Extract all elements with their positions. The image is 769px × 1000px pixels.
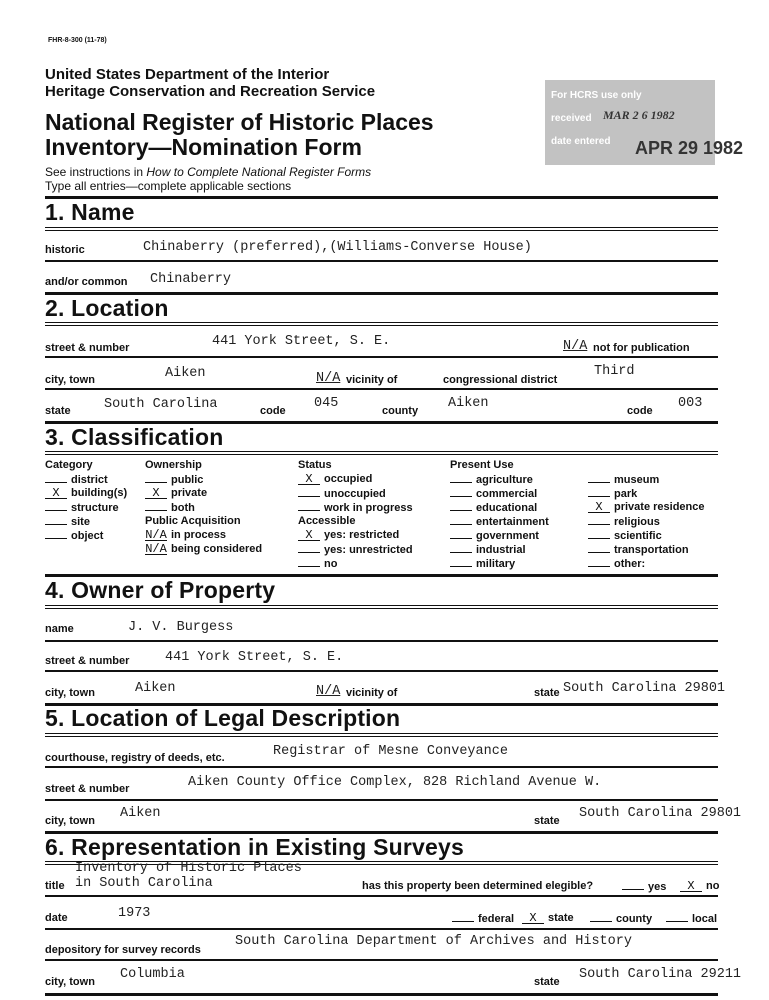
rule: [45, 733, 718, 734]
rule: [45, 388, 718, 390]
depository-state-label: state: [534, 976, 560, 988]
rule: [45, 608, 718, 609]
acquisition-in-process[interactable]: [145, 529, 226, 541]
legal-state-value[interactable]: South Carolina 29801: [579, 806, 742, 821]
eligible-yes-mark: [622, 880, 644, 890]
rule: [45, 670, 718, 672]
category-buildings[interactable]: [45, 487, 127, 499]
ownership-mark: [145, 501, 167, 511]
acquisition-mark: N/A: [145, 528, 167, 542]
instructions-prefix: See instructions in: [45, 165, 147, 179]
acquisition-title: Public Acquisition: [145, 515, 241, 527]
state-code[interactable]: 045: [314, 396, 339, 411]
legal-city-value[interactable]: Aiken: [120, 806, 161, 821]
state-label: state: [45, 405, 71, 417]
eligible-no[interactable]: [680, 880, 719, 892]
courthouse-value[interactable]: Registrar of Mesne Conveyance: [273, 744, 508, 759]
acquisition-mark: N/A: [145, 542, 167, 556]
category-label: object: [71, 530, 104, 542]
eligible-no-mark: X: [680, 882, 702, 892]
vicinity-label: vicinity of: [346, 374, 398, 386]
use-label: educational: [476, 502, 538, 514]
hcrs-stamp: [545, 80, 744, 165]
owner-city-value[interactable]: Aiken: [135, 681, 176, 696]
stamp-received-label: received: [551, 113, 592, 124]
owner-vicinity-label: vicinity of: [346, 687, 398, 699]
accessible-restricted[interactable]: [298, 529, 399, 541]
use-mark: [588, 487, 610, 497]
rule: [45, 766, 718, 768]
stamp-received-value: MAR 2 6 1982: [603, 108, 675, 122]
ownership-mark: [145, 473, 167, 483]
form-title-line-1: National Register of Historic Places: [45, 109, 434, 135]
county-label: county: [382, 405, 419, 417]
category-district[interactable]: [45, 473, 108, 486]
instructions-italic: How to Complete National Register Forms: [146, 165, 372, 179]
use-mark: [588, 557, 610, 567]
use-label: museum: [614, 474, 660, 486]
district-label: congressional district: [443, 374, 558, 386]
category-label: building(s): [71, 487, 128, 499]
accessible-title: Accessible: [298, 515, 356, 527]
use-religious[interactable]: [588, 515, 660, 528]
historic-value[interactable]: Chinaberry (preferred),(Williams-Converse House): [143, 240, 532, 255]
level-label: county: [616, 913, 653, 925]
rule: [45, 325, 718, 326]
county-value[interactable]: Aiken: [448, 396, 489, 411]
common-value[interactable]: Chinaberry: [150, 272, 232, 287]
category-structure[interactable]: [45, 501, 119, 514]
rule: [45, 451, 718, 452]
owner-name-label: name: [45, 623, 74, 635]
category-mark: [45, 529, 67, 539]
vicinity-mark[interactable]: N/A: [316, 371, 341, 386]
use-mark: [450, 487, 472, 497]
rule: [45, 895, 718, 897]
use-government[interactable]: [450, 529, 539, 542]
rule: [45, 454, 718, 455]
survey-title-value-1[interactable]: Inventory of Historic Places: [75, 861, 302, 876]
present-use-title: Present Use: [450, 459, 514, 471]
status-mark: X: [298, 475, 320, 485]
rule: [45, 322, 718, 323]
survey-title-label: title: [45, 880, 65, 892]
level-mark: X: [522, 914, 544, 924]
status-mark: [298, 487, 320, 497]
use-educational[interactable]: [450, 501, 537, 514]
acquisition-label: being considered: [171, 543, 263, 555]
use-mark: [450, 557, 472, 567]
category-mark: X: [45, 489, 67, 499]
depository-city-label: city, town: [45, 976, 95, 988]
level-mark: [590, 912, 612, 922]
form-title-line-2: Inventory—Nomination Form: [45, 134, 362, 160]
historic-label: historic: [45, 244, 85, 256]
use-label: scientific: [614, 530, 662, 542]
owner-vicinity-mark[interactable]: N/A: [316, 684, 341, 699]
rule: [45, 799, 718, 801]
eligible-label: has this property been determined elegible?: [362, 880, 594, 892]
status-mark: [298, 501, 320, 511]
rule: [45, 196, 718, 199]
depository-value[interactable]: South Carolina Department of Archives and History: [235, 934, 632, 949]
code-label: code: [260, 405, 286, 417]
use-other[interactable]: [588, 557, 645, 570]
agency-line-1: United States Department of the Interior: [45, 66, 330, 83]
rule: [45, 356, 718, 358]
owner-state-value[interactable]: South Carolina 29801: [563, 681, 726, 696]
survey-date-value[interactable]: 1973: [118, 906, 151, 921]
use-mark: [588, 529, 610, 539]
use-museum[interactable]: [588, 473, 659, 486]
section-4-heading: 4. Owner of Property: [45, 577, 276, 603]
accessible-mark: X: [298, 531, 320, 541]
rule: [45, 260, 718, 262]
use-mark: [588, 543, 610, 553]
use-industrial[interactable]: [450, 543, 526, 556]
city-value[interactable]: Aiken: [165, 366, 206, 381]
stamp-entered-label: date entered: [551, 136, 611, 147]
legal-city-label: city, town: [45, 815, 95, 827]
county-code[interactable]: 003: [678, 396, 703, 411]
use-mark: [450, 515, 472, 525]
use-label: industrial: [476, 544, 526, 556]
ownership-label: public: [171, 474, 204, 486]
accessible-label: yes: unrestricted: [324, 544, 413, 556]
owner-street-value[interactable]: 441 York Street, S. E.: [165, 650, 344, 665]
use-mark: [450, 501, 472, 511]
use-label: entertainment: [476, 516, 549, 528]
stamp-use-only: For HCRS use only: [551, 90, 642, 101]
use-label: government: [476, 530, 539, 542]
legal-state-label: state: [534, 815, 560, 827]
level-state[interactable]: [522, 912, 574, 924]
use-label: agriculture: [476, 474, 533, 486]
use-military[interactable]: [450, 557, 515, 570]
rule: [45, 227, 718, 228]
use-private-residence[interactable]: [588, 501, 705, 513]
nfp-label: not for publication: [593, 342, 690, 354]
rule: [45, 736, 718, 737]
eligible-yes-label: yes: [648, 881, 667, 893]
level-mark: [452, 912, 474, 922]
use-transportation[interactable]: [588, 543, 689, 556]
status-label: occupied: [324, 473, 373, 485]
level-label: federal: [478, 913, 515, 925]
category-label: site: [71, 516, 90, 528]
category-label: structure: [71, 502, 119, 514]
level-county[interactable]: [590, 912, 652, 925]
category-mark: [45, 515, 67, 525]
rule: [45, 640, 718, 642]
status-label: unoccupied: [324, 488, 386, 500]
ownership-both[interactable]: [145, 501, 195, 514]
common-label: and/or common: [45, 276, 128, 288]
agency-line-2: Heritage Conservation and Recreation Service: [45, 83, 376, 100]
use-mark: [450, 543, 472, 553]
use-label: military: [476, 558, 516, 570]
use-agriculture[interactable]: [450, 473, 533, 486]
legal-street-value[interactable]: Aiken County Office Complex, 828 Richland Avenue W.: [188, 775, 602, 790]
stamp-entered-value: APR 29 1982: [635, 138, 744, 158]
use-label: park: [614, 488, 638, 500]
use-mark: [588, 515, 610, 525]
use-commercial[interactable]: [450, 487, 537, 500]
courthouse-label: courthouse, registry of deeds, etc.: [45, 752, 225, 764]
eligible-yes[interactable]: [622, 880, 666, 893]
section-6-heading: 6. Representation in Existing Surveys: [45, 834, 464, 860]
status-title: Status: [298, 459, 332, 471]
category-mark: [45, 501, 67, 511]
rule: [45, 928, 718, 930]
survey-title-value-2[interactable]: in South Carolina: [75, 876, 213, 891]
owner-city-label: city, town: [45, 687, 95, 699]
category-title: Category: [45, 459, 93, 471]
depository-label: depository for survey records: [45, 944, 201, 956]
ownership-private[interactable]: [145, 487, 207, 499]
owner-street-label: street & number: [45, 655, 130, 667]
use-label: private residence: [614, 501, 705, 513]
use-park[interactable]: [588, 487, 637, 500]
use-label: commercial: [476, 488, 538, 500]
street-value[interactable]: 441 York Street, S. E.: [212, 334, 391, 349]
ownership-label: private: [171, 487, 208, 499]
rule: [45, 959, 718, 961]
section-5-heading: 5. Location of Legal Description: [45, 705, 401, 731]
depository-state-value[interactable]: South Carolina 29211: [579, 967, 742, 982]
state-value[interactable]: South Carolina: [104, 397, 218, 412]
use-mark: [450, 473, 472, 483]
status-label: work in progress: [324, 502, 413, 514]
rule: [45, 993, 718, 996]
level-federal[interactable]: [452, 912, 514, 925]
survey-date-label: date: [45, 912, 68, 924]
district-value[interactable]: Third: [594, 364, 635, 379]
instructions-line-1: [45, 165, 371, 179]
level-mark: [666, 912, 688, 922]
instructions-line-2: Type all entries—complete applicable sections: [45, 179, 292, 193]
level-local[interactable]: [666, 912, 717, 925]
form-id: FHR-8-300 (11-78): [48, 37, 107, 44]
use-entertainment[interactable]: [450, 515, 549, 528]
status-occupied[interactable]: [298, 473, 372, 485]
use-mark: X: [588, 503, 610, 513]
city-label: city, town: [45, 374, 95, 386]
owner-state-label: state: [534, 687, 560, 699]
use-mark: [450, 529, 472, 539]
section-1-heading: 1. Name: [45, 199, 135, 225]
category-object[interactable]: [45, 529, 103, 542]
rule: [45, 230, 718, 231]
accessible-unrestricted[interactable]: [298, 543, 413, 556]
owner-name-value[interactable]: J. V. Burgess: [128, 620, 234, 635]
status-unoccupied[interactable]: [298, 487, 386, 500]
street-label: street & number: [45, 342, 130, 354]
ownership-mark: X: [145, 489, 167, 499]
use-label: transportation: [614, 544, 689, 556]
category-site[interactable]: [45, 515, 90, 528]
ownership-label: both: [171, 502, 195, 514]
nfp-mark[interactable]: N/A: [563, 339, 588, 354]
use-scientific[interactable]: [588, 529, 662, 542]
category-mark: [45, 473, 67, 483]
accessible-mark: [298, 543, 320, 553]
ownership-title: Ownership: [145, 459, 202, 471]
legal-street-label: street & number: [45, 783, 130, 795]
acquisition-being-considered[interactable]: [145, 543, 262, 555]
section-3-heading: 3. Classification: [45, 424, 224, 450]
level-label: state: [548, 912, 574, 924]
accessible-mark: [298, 557, 320, 567]
depository-city-value[interactable]: Columbia: [120, 967, 185, 982]
ownership-public[interactable]: [145, 473, 203, 486]
status-work-in-progress[interactable]: [298, 501, 413, 514]
rule: [45, 605, 718, 606]
use-label: other:: [614, 558, 646, 570]
category-label: district: [71, 474, 108, 486]
accessible-no[interactable]: [298, 557, 337, 570]
use-label: religious: [614, 516, 660, 528]
county-code-label: code: [627, 405, 653, 417]
level-label: local: [692, 913, 718, 925]
eligible-no-label: no: [706, 880, 720, 892]
section-2-heading: 2. Location: [45, 295, 169, 321]
use-mark: [588, 473, 610, 483]
acquisition-label: in process: [171, 529, 227, 541]
accessible-label: no: [324, 558, 338, 570]
accessible-label: yes: restricted: [324, 529, 400, 541]
